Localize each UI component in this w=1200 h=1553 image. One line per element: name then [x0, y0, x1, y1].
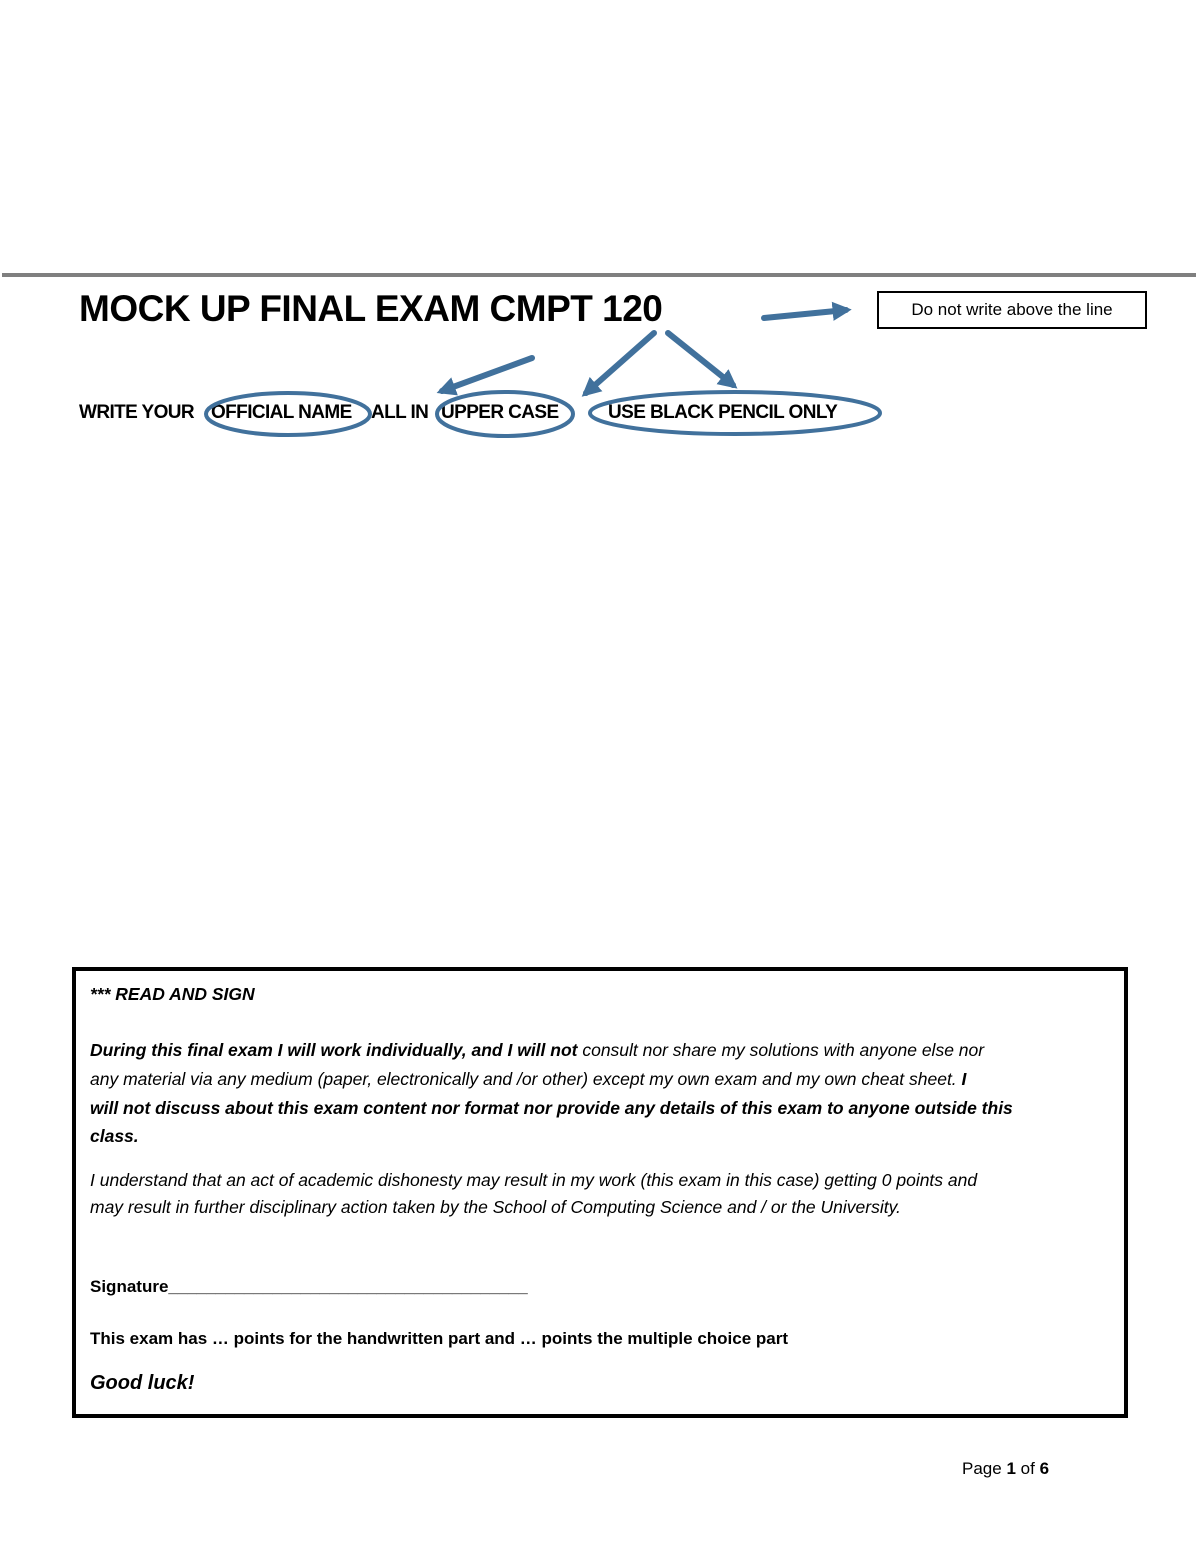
honor-statement-box [72, 967, 1128, 1418]
signature-label: Signature [90, 1277, 169, 1296]
page-number [962, 1459, 1049, 1479]
honor-paragraph-2-line-1: I understand that an act of academic dishonesty may result in my work (this exam in this case) getting 0 points and [90, 1170, 978, 1190]
honor-paragraph-2-line-2: may result in further disciplinary action taken by the School of Computing Science and / or the University. [90, 1197, 901, 1217]
honor-line-1-bold: During this final exam I will work individually, and I will not [90, 1040, 578, 1060]
good-luck: Good luck! [90, 1372, 195, 1394]
arrow-to-upper-case [586, 333, 654, 393]
honor-line-2-text: any material via any medium (paper, electronically and /or other) except my own exam and my own cheat sheet. [90, 1069, 957, 1089]
page-of: of [1020, 1459, 1035, 1478]
instruction-official-name: OFFICIAL NAME [211, 402, 352, 423]
top-divider-line [2, 273, 1196, 277]
arrow-to-name [442, 358, 532, 391]
honor-line-4: class. [90, 1126, 139, 1146]
page-total: 6 [1039, 1459, 1050, 1478]
honor-line-1 [90, 1040, 984, 1061]
arrow-to-pencil [668, 333, 733, 385]
instruction-write-your: WRITE YOUR [79, 402, 195, 423]
instruction-upper-case: UPPER CASE [441, 402, 559, 423]
page-word: Page [962, 1459, 1002, 1478]
honor-heading: *** READ AND SIGN [90, 984, 255, 1004]
signature-field [90, 1277, 528, 1297]
instruction-black-pencil: USE BLACK PENCIL ONLY [608, 402, 838, 423]
honor-line-2-bold: I [956, 1069, 967, 1089]
honor-line-3: will not discuss about this exam content nor format nor provide any details of this exam to anyone outside this [90, 1098, 1013, 1118]
instruction-all-in: ALL IN [371, 402, 429, 423]
honor-line-1-rest: consult nor share my solutions with anyone else nor [577, 1040, 985, 1060]
page-current: 1 [1006, 1459, 1016, 1478]
signature-line: ______________________________________ [168, 1277, 528, 1296]
points-statement: This exam has … points for the handwritten part and … points the multiple choice part [90, 1329, 789, 1348]
honor-line-2 [90, 1069, 966, 1090]
do-not-write-note: Do not write above the line [877, 291, 1147, 329]
arrow-to-note [764, 310, 846, 318]
exam-title: MOCK UP FINAL EXAM CMPT 120 [79, 288, 663, 329]
